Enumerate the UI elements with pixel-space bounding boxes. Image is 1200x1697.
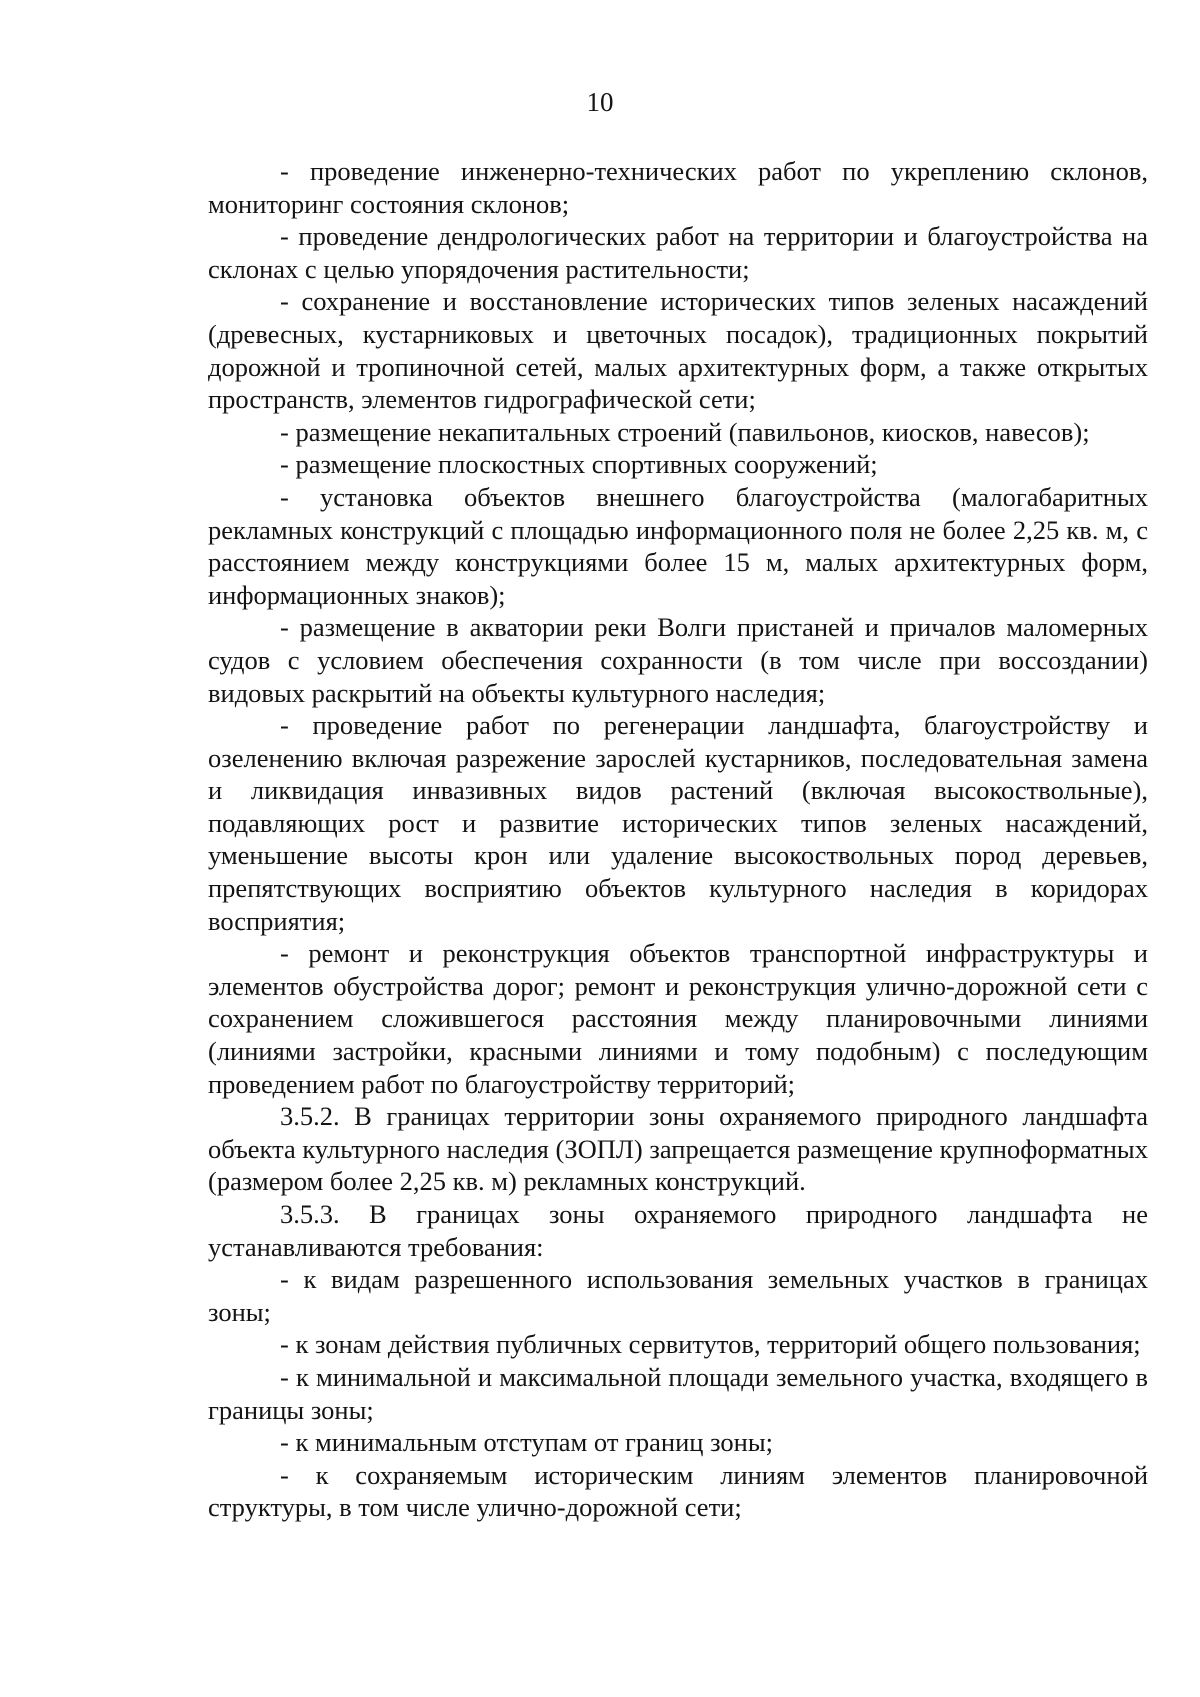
paragraph-slope-works: - проведение инженерно-технических работ по укреплению склонов, мониторинг состояния склонов; <box>208 156 1148 219</box>
paragraph-sports-facilities: - размещение плоскостных спортивных сооружений; <box>280 449 878 480</box>
paragraph-min-setbacks: - к минимальным отступам от границ зоны; <box>280 1427 773 1458</box>
paragraph-historic-lines: - к сохраняемым историческим линиям элементов планировочной структуры, в том числе улично-дорожной сети; <box>208 1459 1148 1523</box>
paragraph-plot-area: - к минимальной и максимальной площади земельного участка, входящего в границы зоны; <box>208 1361 1148 1425</box>
paragraph-section-3-5-3: 3.5.3. В границах зоны охраняемого природного ландшафта не устанавливаются требования: <box>208 1199 1148 1262</box>
paragraph-landscape-regeneration: - проведение работ по регенерации ландшафта, благоустройству и озеленению включая разрежение зарослей кустарников, последовательная замена и ликвидация инвазивных видов растений (включая высокоствольные), подавляющих рост и развитие исторических типов зеленых насаждений, уменьшение высоты крон или удаление высокоствольных пород деревьев, препятствующих восприятию объектов культурного наследия в коридорах восприятия; <box>208 710 1148 936</box>
paragraph-outdoor-improvement: - установка объектов внешнего благоустройства (малогабаритных рекламных конструкций с площадью информационного поля не более 2,25 кв. м, с расстоянием между конструкциями более 15 м, малых архитектурных форм, информационных знаков); <box>208 481 1148 610</box>
paragraph-volga-piers: - размещение в акватории реки Волги пристаней и причалов маломерных судов с условием обеспечения сохранности (в том числе при воссоздании) видовых раскрытий на объекты культурного наследия; <box>208 612 1148 708</box>
document-body <box>208 155 1148 1524</box>
page-number: 10 <box>586 87 614 117</box>
paragraph-public-servitudes: - к зонам действия публичных сервитутов, территорий общего пользования; <box>280 1329 1141 1360</box>
paragraph-dendrology: - проведение дендрологических работ на территории и благоустройства на склонах с целью упорядочения растительности; <box>208 221 1148 284</box>
paragraph-land-use-types: - к видам разрешенного использования земельных участков в границах зоны; <box>208 1264 1148 1327</box>
paragraph-temporary-structures: - размещение некапитальных строений (павильонов, киосков, навесов); <box>280 416 1090 447</box>
paragraph-green-restoration: - сохранение и восстановление исторических типов зеленых насаждений (древесных, кустарниковых и цветочных посадок), традиционных покрытий дорожной и тропиночной сетей, малых архитектурных форм, а также открытых пространств, элементов гидрографической сети; <box>208 286 1148 415</box>
paragraph-section-3-5-2: 3.5.2. В границах территории зоны охраняемого природного ландшафта объекта культурного наследия (ЗОПЛ) запрещается размещение крупноформатных (размером более 2,25 кв. м) рекламных конструкций. <box>208 1101 1148 1197</box>
paragraph-transport-infrastructure: - ремонт и реконструкция объектов транспортной инфраструктуры и элементов обустройства дорог; ремонт и реконструкция улично-дорожной сети с сохранением сложившегося расстояния между планировочными линиями (линиями застройки, красными линиями и тому подобным) с последующим проведением работ по благоустройству территорий; <box>208 938 1148 1099</box>
